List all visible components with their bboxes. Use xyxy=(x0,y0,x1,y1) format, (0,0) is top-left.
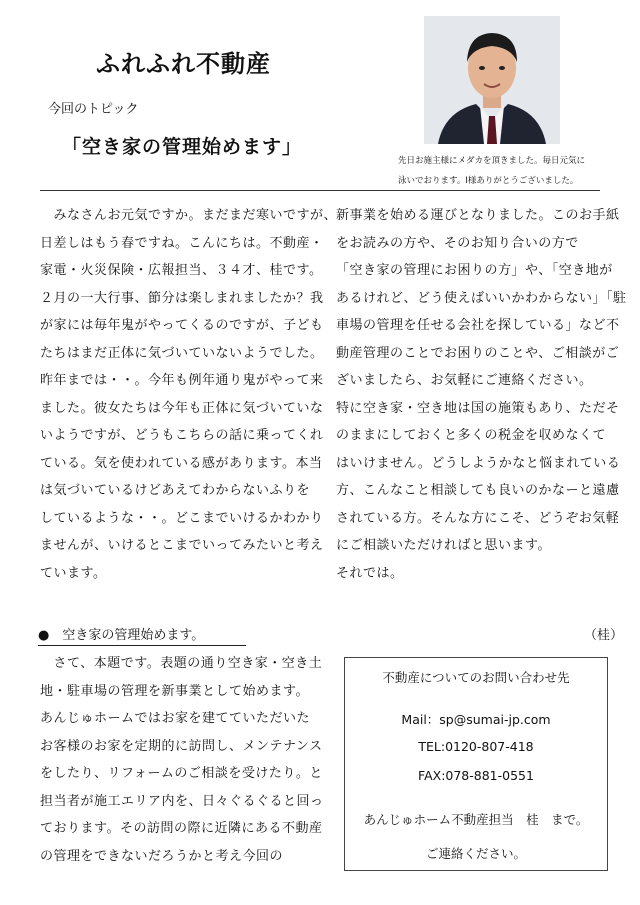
body-line: 日差しはもう春ですね。こんにちは。不動産・ xyxy=(40,235,324,251)
author-signature: （桂） xyxy=(584,628,624,643)
topic-label: 今回のトピック xyxy=(48,102,139,117)
body-line: が家には毎年鬼がやってくるのですが、子ども xyxy=(40,318,324,333)
greeting-column xyxy=(40,202,338,587)
body-line: 昨年までは・・。今年も例年通り鬼がやって来 xyxy=(40,373,324,388)
caption-line: 泳いでおります。I様ありがとうございました。 xyxy=(398,176,579,186)
photo-caption xyxy=(398,151,598,191)
body-line: されている方。そんな方にこそ、どうぞお気軽 xyxy=(336,510,620,526)
contact-fax: FAX:078-881-0551 xyxy=(418,768,534,783)
body-line: お客様のお家を定期的に訪問し、メンテナンス xyxy=(40,738,323,754)
body-line: ざいましたら、お気軽にご連絡ください。 xyxy=(336,373,593,388)
body-line: さて、本題です。表題の通り空き家・空き土 xyxy=(40,656,323,671)
section-heading: ● 空き家の管理始めます。 xyxy=(38,624,246,646)
body-line: ております。その訪問の際に近隣にある不動産 xyxy=(40,821,323,836)
body-line: 車場の管理を任せる会社を探している」など不 xyxy=(336,318,620,333)
body-line: しているような・・。どこまでいけるかわかり xyxy=(40,510,324,526)
body-line: ２月の一大行事、節分は楽しまれましたか？我 xyxy=(40,290,324,306)
body-line: ています。 xyxy=(40,565,107,581)
body-line: にご相談いただければと思います。 xyxy=(336,538,551,553)
body-line: の管理をできないだろうかと考え今回の xyxy=(40,848,284,864)
right-column xyxy=(336,202,627,587)
contact-box xyxy=(344,657,608,871)
body-line: 「空き家の管理にお困りの方」や、「空き地が xyxy=(336,263,613,278)
body-line: のままにしておくと多くの税金を収めなくて xyxy=(336,428,607,443)
body-line: は気づいているけどあえてわからないふりを xyxy=(40,483,311,498)
body-line: 動産管理のことでお困りのことや、ご相談がご xyxy=(336,345,620,361)
contact-tel[interactable]: TEL:0120-807-418 xyxy=(418,739,534,754)
body-line: みなさんお元気ですか。まだまだ寒いですが、 xyxy=(40,208,338,223)
body-line: をお読みの方や、そのお知り合いの方で xyxy=(336,235,579,251)
newsletter-title: ふれふれ不動産 xyxy=(96,50,271,78)
body-line: はいけません。どうしようかなと悩まれている xyxy=(336,455,621,471)
body-line: あんじゅホームではお家を建てていただいた xyxy=(40,711,311,726)
contact-closing: ご連絡ください。 xyxy=(425,846,526,861)
body-line: いようですが、どうもこちらの話に乗ってくれ xyxy=(40,428,324,443)
staff-photo xyxy=(424,16,560,144)
body-line: ませんが、いけるとこまでいってみたいと考え xyxy=(40,538,324,553)
body-line: 方、こんなこと相談しても良いのかなーと遠慮 xyxy=(336,483,620,498)
body-line: 担当者が施工エリア内を、日々ぐるぐると回っ xyxy=(40,793,324,809)
body-line: をしたり、リフォームのご相談を受けたり。と xyxy=(40,766,323,781)
section-body xyxy=(40,650,324,870)
body-line: それでは。 xyxy=(336,565,404,581)
body-line: ている。気を使われている感があります。本当 xyxy=(40,455,323,471)
body-line: 家電・火災保険・広報担当、３４才、桂です。 xyxy=(40,263,323,278)
body-line: あるけれど、どう使えばいいかわからない」「駐 xyxy=(336,290,627,306)
contact-mail[interactable]: Mail：sp@sumai-jp.com xyxy=(401,712,551,727)
body-line: たちはまだ正体に気づいていないようでした。 xyxy=(40,345,324,361)
body-line: 新事業を始める運びとなりました。このお手紙 xyxy=(336,208,620,223)
caption-line: 先日お施主様にメダカを頂きました。毎日元気に xyxy=(398,156,586,166)
body-line: 地・駐車場の管理を新事業として始めます。 xyxy=(40,683,309,699)
topic-title: 「空き家の管理始めます」 xyxy=(62,136,303,158)
header-divider xyxy=(40,190,600,191)
contact-person: あんじゅホーム不動産担当 桂 まで。 xyxy=(363,812,589,827)
contact-heading: 不動産についてのお問い合わせ先 xyxy=(382,670,570,685)
body-line: 特に空き家・空き地は国の施策もあり、ただそ xyxy=(336,400,620,416)
body-line: ました。彼女たちは今年も正体に気づいていな xyxy=(40,400,324,416)
